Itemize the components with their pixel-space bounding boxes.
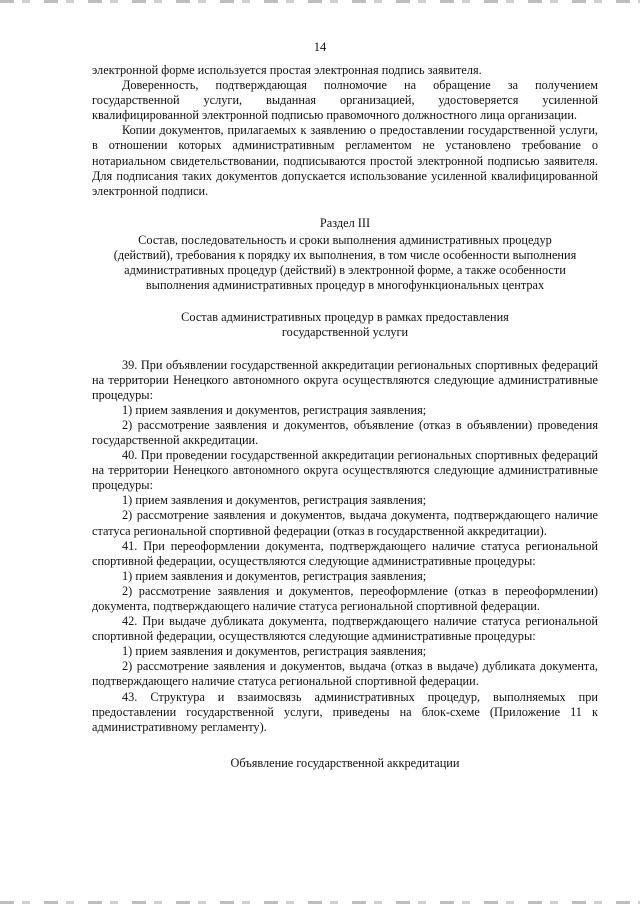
item-39-2: 2) рассмотрение заявления и документов, объявление (отказ в объявлении) проведения государственной аккредитации. — [92, 417, 598, 447]
paragraph-power-of-attorney: Доверенность, подтверждающая полномочие на обращение за получением государственной услуги, выданная организацией, удостоверяется усиленной квалифицированной электронной подписью правомочного должностного лица организации. — [92, 78, 598, 123]
subsection-title: Состав административных процедур в рамках предоставления государственной услуги — [181, 310, 509, 340]
scan-edge-top — [0, 0, 640, 3]
item-41-2: 2) рассмотрение заявления и документов, переоформление (отказ в переоформлении) документа, подтверждающего наличие статуса региональной спортивной федерации. — [92, 583, 598, 613]
item-43: 43. Структура и взаимосвязь административных процедур, выполняемых при предоставлении государственной услуги, приведены на блок-схеме (Приложение 11 к административному регламенту). — [92, 689, 598, 734]
item-40-1: 1) прием заявления и документов, регистрация заявления; — [122, 493, 427, 508]
item-41: 41. При переоформлении документа, подтверждающего наличие статуса региональной спортивной федерации, осуществляются следующие административные процедуры: — [92, 538, 598, 568]
paragraph-continuation: электронной форме используется простая электронная подпись заявителя. — [92, 63, 482, 77]
page-number: 14 — [313, 40, 327, 54]
item-41-1: 1) прием заявления и документов, регистрация заявления; — [122, 568, 427, 583]
paragraph-document-copies: Копии документов, прилагаемых к заявлению о предоставлении государственной услуги, в отношении которых административным регламентом не установлено требование о нотариальном свидетельствовании, подписываются простой электронной подписью заявителя. Для подписания таких документов допускается использование усиленной квалифицированной электронной подписи. — [92, 123, 598, 198]
item-40-2: 2) рассмотрение заявления и документов, выдача документа, подтверждающего наличие статуса региональной спортивной федерации (отказ в государственной аккредитации). — [92, 508, 598, 538]
scan-edge-bottom — [0, 901, 640, 904]
item-39: 39. При объявлении государственной аккредитации региональных спортивных федераций на территории Ненецкого автономного округа осуществляются следующие административные процедуры: — [92, 357, 598, 402]
section-title: Состав, последовательность и сроки выполнения административных процедур (действий), требования к порядку их выполнения, в том числе особенности выполнения административных процедур (действий) в электронной форме, а также особенности выполнения административных процедур в многофункциональных центрах — [113, 232, 577, 293]
item-40: 40. При проведении государственной аккредитации региональных спортивных федераций на территории Ненецкого автономного округа осуществляются следующие административные процедуры: — [92, 448, 598, 493]
item-42-2: 2) рассмотрение заявления и документов, выдача (отказ в выдаче) дубликата документа, подтверждающего наличие статуса региональной спортивной федерации. — [92, 659, 598, 689]
item-39-1: 1) прием заявления и документов, регистрация заявления; — [122, 402, 427, 417]
section-label: Раздел III — [319, 215, 371, 230]
item-42: 42. При выдаче дубликата документа, подтверждающего наличие статуса региональной спортивной федерации, осуществляются следующие административные процедуры: — [92, 614, 598, 644]
final-heading: Объявление государственной аккредитации — [230, 755, 460, 770]
item-42-1: 1) прием заявления и документов, регистрация заявления; — [122, 644, 427, 659]
document-body — [92, 63, 598, 771]
